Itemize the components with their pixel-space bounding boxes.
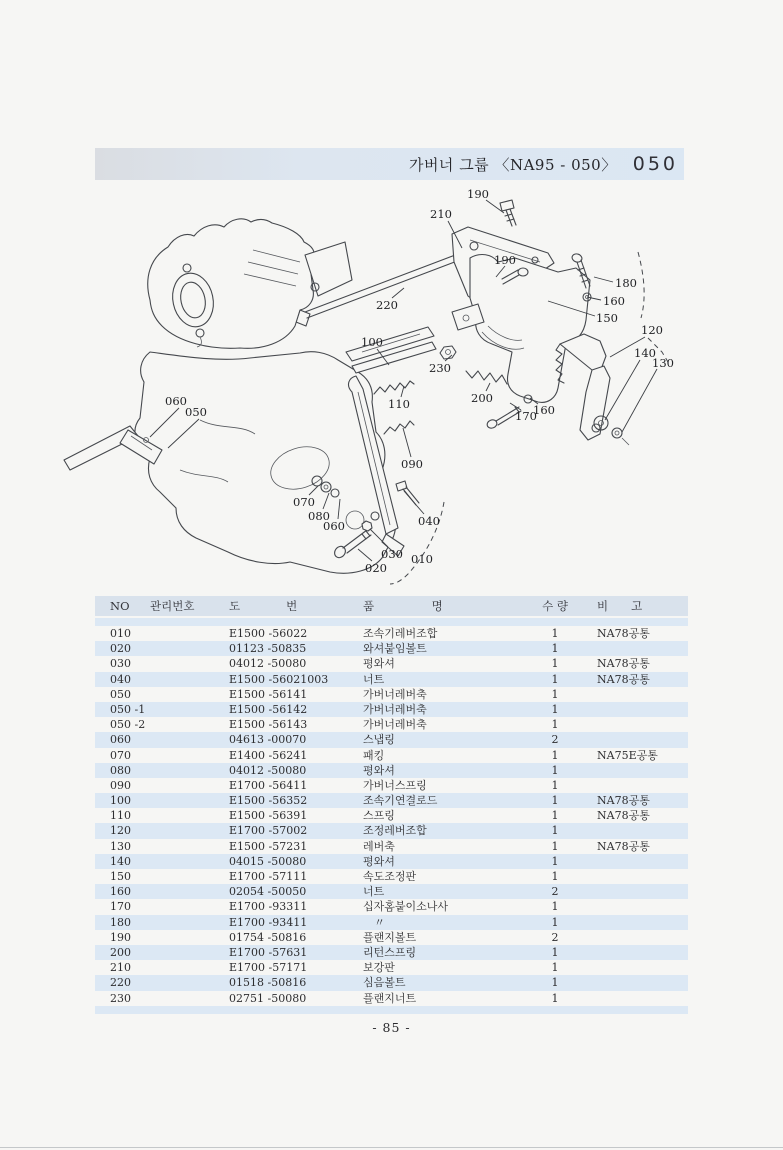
callout-leader-line xyxy=(403,428,411,457)
cell-note: NA78공통 xyxy=(597,672,650,686)
cell-part-code: E1500 -56143 xyxy=(229,718,308,732)
table-row xyxy=(95,763,688,778)
cell-qty: 1 xyxy=(551,900,559,914)
table-row xyxy=(95,899,688,914)
callout-label-120: 120 xyxy=(641,323,663,337)
cell-no: 180 xyxy=(110,915,131,929)
cell-no: 120 xyxy=(110,824,131,838)
callout-label-170: 170 xyxy=(515,409,537,423)
cell-part-code: E1700 -57111 xyxy=(229,870,308,883)
cell-part-name: 가버너레버축 xyxy=(363,687,427,701)
cell-no: 140 xyxy=(110,854,131,868)
cell-note: NA75E공통 xyxy=(597,748,658,762)
table-row xyxy=(95,717,688,732)
cell-part-name: 보강판 xyxy=(363,961,395,975)
cell-part-code: 01123 -50835 xyxy=(229,642,307,656)
callout-leader-line xyxy=(401,386,404,397)
cell-part-code: 02054 -50050 xyxy=(229,885,307,899)
callout-label-160: 160 xyxy=(603,294,625,308)
cell-part-code: E1500 -56142 xyxy=(229,702,308,716)
callout-label-080: 080 xyxy=(308,509,330,523)
cell-qty: 1 xyxy=(551,839,559,853)
table-body xyxy=(95,626,688,1006)
table-row xyxy=(95,748,688,763)
cell-no: 220 xyxy=(110,976,131,990)
cell-part-name: 가버너레버축 xyxy=(363,702,427,716)
cell-qty: 1 xyxy=(551,945,559,959)
cell-no: 050 -2 xyxy=(110,718,146,732)
table-row xyxy=(95,869,688,884)
callout-label-070: 070 xyxy=(293,495,315,509)
cell-no: 090 xyxy=(110,778,131,792)
cell-qty: 1 xyxy=(551,642,559,656)
header-code: 도 번 xyxy=(229,599,298,613)
cell-part-code: E1700 -93311 xyxy=(229,900,308,914)
cell-part-name: 플랜지너트 xyxy=(363,991,417,1005)
callout-label-210: 210 xyxy=(430,207,452,221)
cell-part-name: 평와셔 xyxy=(363,657,395,671)
cell-part-name: 조속기레버조합 xyxy=(363,627,438,640)
page-title: 가버너 그룹 〈NA95 - 050〉 xyxy=(408,155,617,174)
page-number: - 85 - xyxy=(372,1020,411,1035)
cell-qty: 1 xyxy=(551,824,559,838)
cell-note: NA78공통 xyxy=(597,627,650,640)
cell-part-name: 플랜지볼트 xyxy=(363,930,417,944)
cell-part-code: E1500 -56352 xyxy=(229,794,308,808)
cell-qty: 1 xyxy=(551,718,559,732)
cell-part-code: E1700 -57002 xyxy=(229,824,308,838)
callout-label-010: 010 xyxy=(411,552,433,566)
cell-qty: 1 xyxy=(551,870,559,883)
cell-part-name: 속도조정판 xyxy=(363,870,417,883)
cell-part-code: 04012 -50080 xyxy=(229,657,307,671)
callout-label-160: 160 xyxy=(533,403,555,417)
table-row xyxy=(95,656,688,671)
cell-part-code: E1700 -56411 xyxy=(229,778,308,792)
cell-no: 130 xyxy=(110,839,131,853)
cell-no: 040 xyxy=(110,672,131,686)
callout-label-020: 020 xyxy=(365,561,387,575)
header-qty: 수 량 xyxy=(542,599,568,613)
header-note: 비 고 xyxy=(597,599,643,613)
cell-qty: 1 xyxy=(551,794,559,808)
cell-qty: 1 xyxy=(551,748,559,762)
cell-no: 030 xyxy=(110,657,131,671)
cell-note: NA78공통 xyxy=(597,794,650,808)
cell-no: 070 xyxy=(110,748,131,762)
cell-qty: 1 xyxy=(551,778,559,792)
group-code: 050 xyxy=(632,153,678,175)
table-row xyxy=(95,808,688,823)
cell-qty: 1 xyxy=(551,915,559,929)
table-header-row xyxy=(95,596,688,616)
cell-part-name: 스프링 xyxy=(363,809,395,823)
table-row xyxy=(95,960,688,975)
table-row xyxy=(95,884,688,899)
cell-part-name: 와셔붙임볼트 xyxy=(363,642,427,656)
cell-part-code: 02751 -50080 xyxy=(229,991,307,1005)
cell-no: 210 xyxy=(110,961,131,975)
cell-part-name: 너트 xyxy=(363,885,385,899)
callout-label-150: 150 xyxy=(596,311,618,325)
table-spacer-stripe xyxy=(95,618,688,626)
cell-qty: 1 xyxy=(551,991,559,1005)
callout-label-040: 040 xyxy=(418,514,440,528)
cell-part-name: 〃 xyxy=(363,915,385,929)
table-row xyxy=(95,793,688,808)
cell-part-code: E1500 -56022 xyxy=(229,627,308,640)
table-row xyxy=(95,991,688,1006)
cell-qty: 1 xyxy=(551,854,559,868)
cell-part-code: E1500 -57231 xyxy=(229,839,308,853)
cell-part-code: E1700 -57631 xyxy=(229,945,308,959)
cell-qty: 2 xyxy=(551,885,559,899)
table-row xyxy=(95,854,688,869)
cell-part-code: 04613 -00070 xyxy=(229,733,307,747)
table-row xyxy=(95,975,688,990)
cell-no: 110 xyxy=(110,809,131,823)
callout-leader-line xyxy=(587,297,601,300)
header-name: 품 명 xyxy=(363,599,443,613)
callout-leader-line xyxy=(404,491,424,514)
cell-part-code: 01754 -50816 xyxy=(229,930,307,944)
cell-no: 200 xyxy=(110,945,131,959)
callout-label-090: 090 xyxy=(401,457,423,471)
cell-no: 050 -1 xyxy=(110,702,146,716)
cell-qty: 1 xyxy=(551,702,559,716)
table-row xyxy=(95,945,688,960)
callout-label-100: 100 xyxy=(361,335,383,349)
cell-part-name: 십자홈붙이소나사 xyxy=(363,900,449,914)
callout-label-230: 230 xyxy=(429,361,451,375)
cell-part-code: E1500 -56391 xyxy=(229,809,308,823)
cell-part-code: E1500 -56141 xyxy=(229,687,308,701)
callout-label-030: 030 xyxy=(381,547,403,561)
table-row xyxy=(95,641,688,656)
cell-no: 080 xyxy=(110,763,131,777)
callout-label-060: 060 xyxy=(323,519,345,533)
cell-part-code: E1400 -56241 xyxy=(229,748,308,762)
cell-part-name: 가버너레버축 xyxy=(363,718,427,732)
table-row xyxy=(95,778,688,793)
cell-part-name: 스냅링 xyxy=(363,733,395,747)
cell-part-code: E1500 -56021003 xyxy=(229,672,329,686)
cell-qty: 2 xyxy=(551,930,559,944)
cell-part-name: 레버축 xyxy=(363,839,395,853)
table-row xyxy=(95,823,688,838)
callout-label-180: 180 xyxy=(615,276,637,290)
cell-part-code: E1700 -57171 xyxy=(229,961,308,975)
header-mgmt: 관리번호 xyxy=(150,599,195,613)
callout-label-220: 220 xyxy=(376,298,398,312)
table-row xyxy=(95,672,688,687)
cell-part-name: 패킹 xyxy=(363,748,385,762)
callout-label-050: 050 xyxy=(185,405,207,419)
cell-part-name: 평와셔 xyxy=(363,763,395,777)
callout-label-190: 190 xyxy=(467,187,489,201)
cell-part-code: 04012 -50080 xyxy=(229,763,307,777)
callout-label-140: 140 xyxy=(634,346,656,360)
callout-leader-line xyxy=(594,277,613,282)
parts-table xyxy=(95,596,688,1014)
cell-no: 060 xyxy=(110,733,131,747)
callout-leader-line xyxy=(392,288,404,298)
cell-part-name: 너트 xyxy=(363,672,385,686)
cell-no: 050 xyxy=(110,687,131,701)
header-no: NO xyxy=(110,599,130,613)
table-end-stripe xyxy=(95,1006,688,1014)
cell-qty: 1 xyxy=(551,657,559,671)
cell-no: 230 xyxy=(110,991,131,1005)
cell-no: 170 xyxy=(110,900,131,914)
cell-note: NA78공통 xyxy=(597,809,650,823)
cell-note: NA78공통 xyxy=(597,657,650,671)
cell-qty: 1 xyxy=(551,627,559,640)
cell-part-name: 조속기연결로드 xyxy=(363,794,438,808)
table-row xyxy=(95,702,688,717)
cell-no: 100 xyxy=(110,794,131,808)
cell-no: 010 xyxy=(110,627,131,640)
cell-qty: 1 xyxy=(551,976,559,990)
cell-no: 160 xyxy=(110,885,131,899)
table-row xyxy=(95,915,688,930)
table-row xyxy=(95,687,688,702)
cell-no: 020 xyxy=(110,642,131,656)
cell-qty: 1 xyxy=(551,961,559,975)
cell-part-code: 01518 -50816 xyxy=(229,976,307,990)
cell-qty: 1 xyxy=(551,763,559,777)
callout-label-110: 110 xyxy=(388,397,410,411)
table-row xyxy=(95,930,688,945)
table-row xyxy=(95,732,688,747)
callout-label-190: 190 xyxy=(494,253,516,267)
callout-leader-line xyxy=(605,360,640,420)
cell-part-name: 가버너스프링 xyxy=(363,778,427,792)
table-row xyxy=(95,626,688,641)
cell-qty: 1 xyxy=(551,687,559,701)
cell-part-code: E1700 -93411 xyxy=(229,915,308,929)
cell-qty: 2 xyxy=(551,733,559,747)
callout-label-130: 130 xyxy=(652,356,674,370)
cell-qty: 1 xyxy=(551,809,559,823)
cell-part-name: 조정레버조합 xyxy=(363,824,427,838)
callout-label-200: 200 xyxy=(471,391,493,405)
cell-part-code: 04015 -50080 xyxy=(229,854,307,868)
cell-no: 150 xyxy=(110,870,131,883)
title-band xyxy=(95,148,684,180)
cell-note: NA78공통 xyxy=(597,839,650,853)
callout-leader-line xyxy=(486,383,490,391)
cell-part-name: 리턴스프링 xyxy=(363,945,417,959)
cell-qty: 1 xyxy=(551,672,559,686)
callout-label-060: 060 xyxy=(165,394,187,408)
callout-leader-line xyxy=(622,369,657,432)
cell-no: 190 xyxy=(110,930,131,944)
cell-part-name: 평와셔 xyxy=(363,854,395,868)
table-row xyxy=(95,839,688,854)
parts-diagram-illustration xyxy=(0,182,783,600)
cell-part-name: 심음볼트 xyxy=(363,976,406,990)
